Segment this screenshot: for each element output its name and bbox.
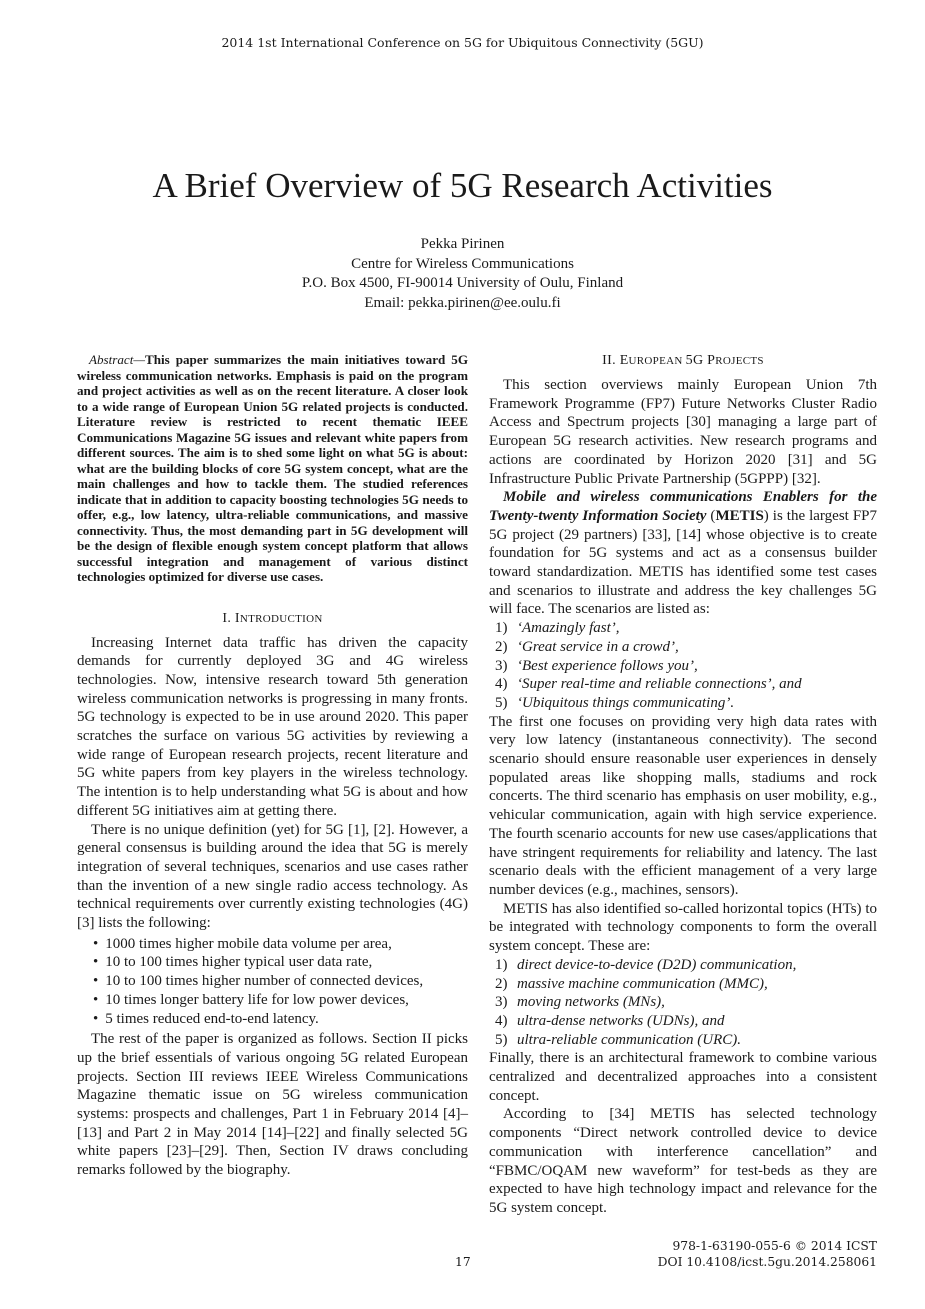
isbn: 978-1-63190-055-6 © 2014 ICST [672, 1239, 877, 1253]
list-item: 3) ‘Best experience follows you’, [495, 657, 698, 674]
paragraph: METIS has also identified so-called horizontal topics (HTs) to be integrated with technology components to form the overall system concept. These are: [489, 900, 877, 955]
requirements-list [77, 935, 468, 1029]
list-item: • 10 to 100 times higher typical user data rate, [93, 953, 468, 972]
abstract-label: Abstract— [89, 352, 146, 367]
list-item: 1) ‘Amazingly fast’, [495, 620, 620, 637]
list-item: • 1000 times higher mobile data volume per area, [93, 935, 468, 954]
conference-header: 2014 1st International Conference on 5G for Ubiquitous Connectivity (5GU) [221, 35, 704, 50]
list-item: • 5 times reduced end-to-end latency. [93, 1010, 468, 1029]
paragraph: The first one focuses on providing very high data rates with very low latency (instantaneous connectivity). The second scenario should ensure reasonable user experiences in densely populated areas like shopping malls, stadiums and rock concerts. The third scenario has emphasis on user mobility, e.g., vehicular communication, again with high service experience. The fourth scenario accounts for new use cases/applications that have stringent requirements for reliability and latency. The last scenario deals with the efficient management of a very large number devices (e.g., machines, sensors). [489, 713, 877, 898]
page-number: 17 [455, 1255, 471, 1269]
section-heading-european-projects: II. EUROPEAN 5G PROJECTS [602, 353, 764, 368]
list-item: 5) ‘Ubiquitous things communicating’. [495, 694, 735, 711]
paragraph: Mobile and wireless communications Enablers for the Twenty-twenty Information Society (METIS) is the largest FP7 5G project (29 partners) [33], [14] whose objective is to create foundation for 5G systems and act as a consensus builder toward standardization. METIS has identified some test cases and scenarios to illustrate and address the key challenges 5G will face. The scenarios are listed as: [489, 489, 878, 618]
author-name: Pekka Pirinen [420, 236, 505, 252]
paper-title: A Brief Overview of 5G Research Activities [152, 166, 773, 205]
paragraph: Finally, there is an architectural framework to combine various centralized and decentralized approaches into a consistent concept. [489, 1050, 877, 1104]
list-item: 2) ‘Great service in a crowd’, [495, 638, 679, 655]
scenario-list [489, 619, 877, 713]
list-item: 1) direct device-to-device (D2D) communication, [495, 956, 797, 973]
abstract [77, 352, 468, 585]
right-column [489, 352, 877, 1218]
list-item: • 10 to 100 times higher number of connected devices, [93, 972, 468, 991]
list-item: 4) ‘Super real-time and reliable connections’, and [495, 676, 802, 693]
list-item: 5) ultra-reliable communication (URC). [495, 1031, 741, 1048]
paragraph: There is no unique definition (yet) for 5G [1], [2]. However, a general consensus is building around the idea that 5G is merely integration of several techniques, scenarios and use cases rather than the invention of a new single radio access technology. As technical requirements over currently existing technologies (4G) [3] lists the following: [77, 821, 468, 932]
copyright-block [658, 1238, 877, 1270]
list-item: • 10 times longer battery life for low power devices, [93, 991, 468, 1010]
horizontal-topics-list [489, 956, 877, 1050]
author-address: P.O. Box 4500, FI-90014 University of Oulu, Finland [301, 275, 624, 291]
left-column [77, 352, 468, 1180]
section-heading-introduction: I. INTRODUCTION [222, 610, 323, 626]
list-item: 2) massive machine communication (MMC), [495, 975, 768, 992]
list-item: 4) ultra-dense networks (UDNs), and [495, 1012, 725, 1029]
abstract-text: This paper summarizes the main initiatives toward 5G wireless communication networks. Emphasis is paid on the program and project activities as well as on the recent literature. A closer look to a wide range of European Union 5G related projects is conducted. Literature review is restricted to recent thematic IEEE Communications Magazine 5G issues and relevant white papers from different sources. The aim is to shed some light on what 5G is about: what are the building blocks of core 5G system concept, what are the main challenges and how to tackle them. The studied references indicate that in addition to capacity boosting technologies 5G needs to offer, e.g., low latency, ultra-reliable communications, and massive connectivity. Thus, the most demanding part in 5G development will be the design of flexible enough system concept platform that allows successful integration and management of various distinct technologies optimized for diverse use cases. [77, 352, 468, 584]
author-email: Email: pekka.pirinen@ee.oulu.fi [364, 294, 561, 311]
doi: DOI 10.4108/icst.5gu.2014.258061 [657, 1255, 877, 1269]
author-block [0, 235, 925, 313]
paragraph: Increasing Internet data traffic has driven the capacity demands for currently deployed 3G and 4G wireless technologies. Now, intensive research toward 5th generation wireless communication networks is progressing in many fronts. 5G technology is expected to be in use around 2020. This paper scratches the surface on various 5G activities by reviewing a wide range of European research projects, recent literature and 5G white papers from key players in the wireless technology. The intention is to help understanding what 5G is about and how different 5G initiatives aim at getting there. [77, 634, 468, 819]
paragraph: According to [34] METIS has selected technology components “Direct network controlled device to device communication with interference cancellation” and “FBMC/OQAM new waveform” for test-beds as they are expected to have high technology impact and relevance for the 5G system concept. [489, 1106, 877, 1216]
list-item: 3) moving networks (MNs), [495, 994, 665, 1011]
paragraph: The rest of the paper is organized as follows. Section II picks up the brief essentials of various ongoing 5G related European projects. Section III reviews IEEE Wireless Communications Magazine thematic issue on 5G wireless communication systems: prospects and challenges, Part 1 in February 2014 [4]–[13] and Part 2 in May 2014 [14]–[22] and finally selected 5G white papers [23]–[29]. Then, Section IV draws concluding remarks followed by the biography. [77, 1031, 468, 1179]
paragraph: This section overviews mainly European Union 7th Framework Programme (FP7) Future Networks Cluster Radio Access and Spectrum projects [30] managing a large part of European 5G research activities. New research programs and actions are coordinated by Horizon 2020 [31] and 5G Infrastructure Public Private Partnership (5GPPP) [32]. [489, 377, 877, 487]
author-affiliation: Centre for Wireless Communications [351, 255, 574, 272]
